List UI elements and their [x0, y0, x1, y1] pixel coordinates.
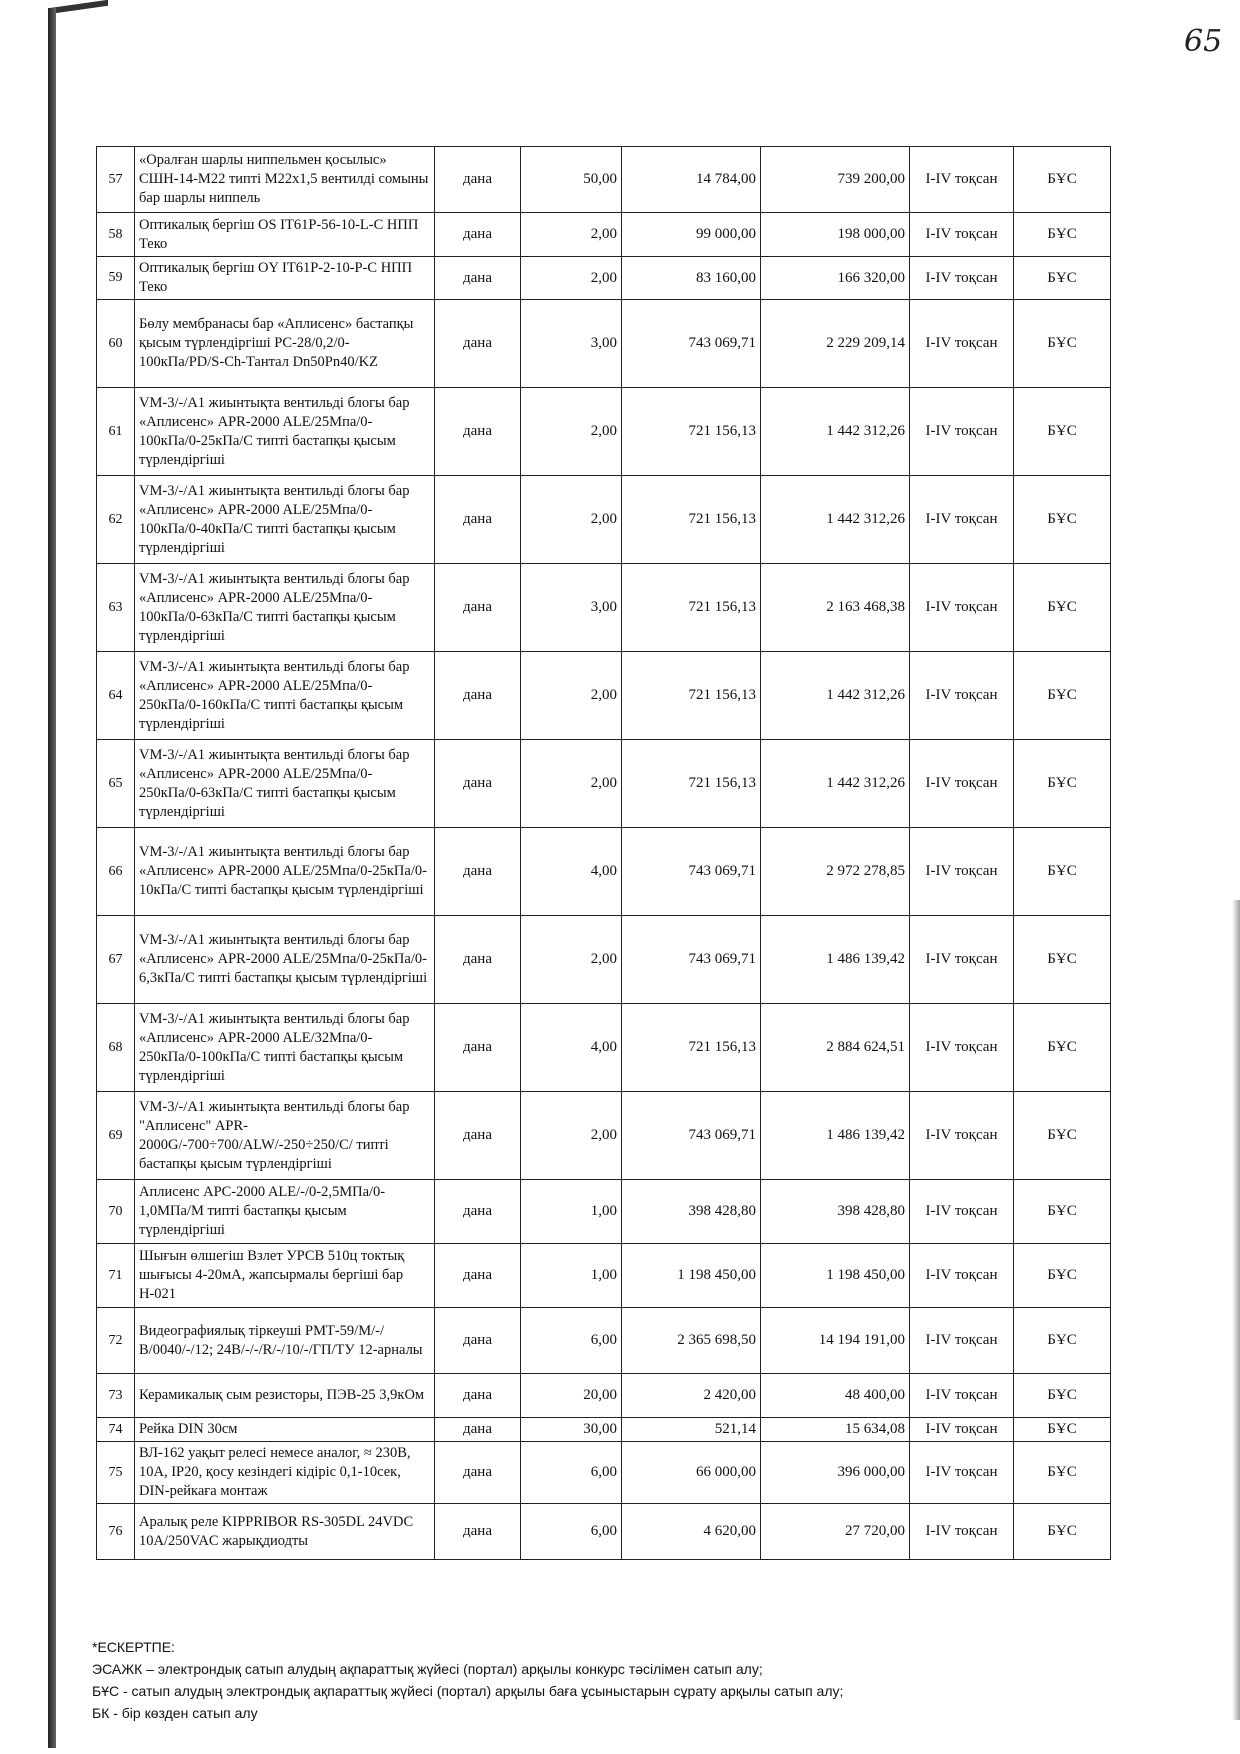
quantity-cell: 20,00	[521, 1374, 622, 1418]
method-cell: БҰС	[1014, 916, 1111, 1004]
quantity-cell: 2,00	[521, 476, 622, 564]
row-number: 58	[97, 213, 135, 257]
method-cell: БҰС	[1014, 1092, 1111, 1180]
period-cell: І-ІV тоқсан	[910, 1308, 1014, 1374]
item-name: Шығын өлшегіш Взлет УРСВ 510ц токтық шығысы 4-20мА, жапсырмалы бергіші бар Н-021	[135, 1244, 435, 1308]
note-line-esazhk: ЭСАЖК – электрондық сатып алудың ақпараттық жүйесі (портал) арқылы конкурс тәсілімен сатып алу;	[92, 1661, 763, 1677]
total-sum-cell: 1 486 139,42	[761, 1092, 910, 1180]
quantity-cell: 2,00	[521, 740, 622, 828]
period-cell: І-ІV тоқсан	[910, 1004, 1014, 1092]
total-sum-cell: 1 486 139,42	[761, 916, 910, 1004]
note-line-bk: БК - бір көзден сатып алу	[92, 1705, 258, 1721]
table-row	[97, 388, 1111, 476]
row-number: 64	[97, 652, 135, 740]
total-sum-cell: 739 200,00	[761, 147, 910, 213]
row-number: 66	[97, 828, 135, 916]
period-cell: І-ІV тоқсан	[910, 1092, 1014, 1180]
period-cell: І-ІV тоқсан	[910, 1180, 1014, 1244]
period-cell: І-ІV тоқсан	[910, 1374, 1014, 1418]
unit-price-cell: 2 420,00	[622, 1374, 761, 1418]
item-name: Бөлу мембранасы бар «Аплисенс» бастапқы қысым түрлендіргіші PC-28/0,2/0-100кПа/PD/S-Ch-Тантал Dn50Pn40/KZ	[135, 300, 435, 388]
item-name: VM-3/-/A1 жиынтықта вентильді блогы бар «Аплисенс» APR-2000 ALE/25Мпа/0-100кПа/0-63кПа/С типті бастапқы қысым түрлендіргіші	[135, 564, 435, 652]
item-name: Аплисенс APC-2000 ALE/-/0-2,5МПа/0-1,0МПа/М типті бастапқы қысым түрлендіргіші	[135, 1180, 435, 1244]
row-number: 73	[97, 1374, 135, 1418]
table-row	[97, 1504, 1111, 1560]
row-number: 68	[97, 1004, 135, 1092]
method-cell: БҰС	[1014, 1442, 1111, 1504]
quantity-cell: 50,00	[521, 147, 622, 213]
table-row	[97, 652, 1111, 740]
table-row	[97, 1244, 1111, 1308]
row-number: 57	[97, 147, 135, 213]
total-sum-cell: 1 442 312,26	[761, 740, 910, 828]
period-cell: І-ІV тоқсан	[910, 257, 1014, 300]
row-number: 61	[97, 388, 135, 476]
unit-cell: дана	[435, 147, 521, 213]
item-name: VM-3/-/A1 жиынтықта вентильді блогы бар "Аплисенс" APR-2000G/-700÷700/ALW/-250÷250/C/ типті бастапқы қысым түрлендіргіші	[135, 1092, 435, 1180]
unit-price-cell: 14 784,00	[622, 147, 761, 213]
table-row	[97, 1374, 1111, 1418]
item-name: VM-3/-/A1 жиынтықта вентильді блогы бар «Аплисенс» APR-2000 ALE/25Мпа/0-25кПа/0-10кПа/С типті бастапқы қысым түрлендіргіші	[135, 828, 435, 916]
quantity-cell: 2,00	[521, 652, 622, 740]
unit-cell: дана	[435, 388, 521, 476]
item-name: ВЛ-162 уақыт релесі немесе аналог, ≈ 230В, 10А, IP20, қосу кезіндегі кідіріс 0,1-10сек, DIN-рейкаға монтаж	[135, 1442, 435, 1504]
method-cell: БҰС	[1014, 564, 1111, 652]
item-name: Оптикалық бергіш OS IT61P-56-10-L-C НПП Теко	[135, 213, 435, 257]
total-sum-cell: 15 634,08	[761, 1418, 910, 1442]
table-body	[97, 147, 1111, 1560]
unit-price-cell: 4 620,00	[622, 1504, 761, 1560]
quantity-cell: 3,00	[521, 564, 622, 652]
notes-block	[92, 1636, 1152, 1724]
row-number: 71	[97, 1244, 135, 1308]
period-cell: І-ІV тоқсан	[910, 652, 1014, 740]
method-cell: БҰС	[1014, 652, 1111, 740]
table-row	[97, 1004, 1111, 1092]
unit-price-cell: 721 156,13	[622, 740, 761, 828]
table-row	[97, 916, 1111, 1004]
item-name: Аралық реле KIPPRIBOR RS-305DL 24VDC 10A/250VAC жарықдиодты	[135, 1504, 435, 1560]
period-cell: І-ІV тоқсан	[910, 147, 1014, 213]
total-sum-cell: 166 320,00	[761, 257, 910, 300]
total-sum-cell: 198 000,00	[761, 213, 910, 257]
total-sum-cell: 396 000,00	[761, 1442, 910, 1504]
item-name: VM-3/-/A1 жиынтықта вентильді блогы бар «Аплисенс» APR-2000 ALE/32Мпа/0-250кПа/0-100кПа/С типті бастапқы қысым түрлендіргіші	[135, 1004, 435, 1092]
quantity-cell: 6,00	[521, 1504, 622, 1560]
notes-title: *ЕСКЕРТПЕ:	[92, 1639, 175, 1655]
unit-cell: дана	[435, 213, 521, 257]
unit-price-cell: 721 156,13	[622, 564, 761, 652]
total-sum-cell: 2 972 278,85	[761, 828, 910, 916]
unit-cell: дана	[435, 1004, 521, 1092]
method-cell: БҰС	[1014, 213, 1111, 257]
period-cell: І-ІV тоқсан	[910, 213, 1014, 257]
table-row	[97, 564, 1111, 652]
unit-price-cell: 743 069,71	[622, 1092, 761, 1180]
item-name: VM-3/-/A1 жиынтықта вентильді блогы бар «Аплисенс» APR-2000 ALE/25Мпа/0-250кПа/0-160кПа/С типті бастапқы қысым түрлендіргіші	[135, 652, 435, 740]
total-sum-cell: 398 428,80	[761, 1180, 910, 1244]
period-cell: І-ІV тоқсан	[910, 1244, 1014, 1308]
unit-cell: дана	[435, 1092, 521, 1180]
quantity-cell: 2,00	[521, 388, 622, 476]
period-cell: І-ІV тоқсан	[910, 300, 1014, 388]
row-number: 60	[97, 300, 135, 388]
unit-price-cell: 99 000,00	[622, 213, 761, 257]
unit-cell: дана	[435, 1308, 521, 1374]
row-number: 72	[97, 1308, 135, 1374]
method-cell: БҰС	[1014, 1308, 1111, 1374]
quantity-cell: 1,00	[521, 1244, 622, 1308]
row-number: 69	[97, 1092, 135, 1180]
total-sum-cell: 2 229 209,14	[761, 300, 910, 388]
note-line-bus: БҰС - сатып алудың электрондық ақпараттық жүйесі (портал) арқылы баға ұсыныстарын сұрату арқылы сатып алу;	[92, 1683, 844, 1699]
quantity-cell: 2,00	[521, 257, 622, 300]
table-row	[97, 213, 1111, 257]
row-number: 63	[97, 564, 135, 652]
quantity-cell: 2,00	[521, 1092, 622, 1180]
unit-cell: дана	[435, 828, 521, 916]
unit-cell: дана	[435, 476, 521, 564]
unit-cell: дана	[435, 916, 521, 1004]
table-row	[97, 147, 1111, 213]
quantity-cell: 3,00	[521, 300, 622, 388]
period-cell: І-ІV тоқсан	[910, 1418, 1014, 1442]
unit-price-cell: 1 198 450,00	[622, 1244, 761, 1308]
method-cell: БҰС	[1014, 300, 1111, 388]
quantity-cell: 4,00	[521, 1004, 622, 1092]
row-number: 67	[97, 916, 135, 1004]
unit-price-cell: 66 000,00	[622, 1442, 761, 1504]
unit-cell: дана	[435, 257, 521, 300]
method-cell: БҰС	[1014, 476, 1111, 564]
quantity-cell: 6,00	[521, 1442, 622, 1504]
table-row	[97, 257, 1111, 300]
method-cell: БҰС	[1014, 1374, 1111, 1418]
quantity-cell: 6,00	[521, 1308, 622, 1374]
total-sum-cell: 1 198 450,00	[761, 1244, 910, 1308]
item-name: Видеографиялық тіркеуші РМТ-59/М/-/В/0040/-/12; 24В/-/-/R/-/10/-/ГП/ТУ 12-арналы	[135, 1308, 435, 1374]
scan-corner-mark	[48, 0, 108, 28]
method-cell: БҰС	[1014, 1418, 1111, 1442]
method-cell: БҰС	[1014, 257, 1111, 300]
unit-cell: дана	[435, 1180, 521, 1244]
total-sum-cell: 2 163 468,38	[761, 564, 910, 652]
period-cell: І-ІV тоқсан	[910, 740, 1014, 828]
item-name: Рейка DIN 30см	[135, 1418, 435, 1442]
unit-price-cell: 743 069,71	[622, 916, 761, 1004]
row-number: 74	[97, 1418, 135, 1442]
row-number: 65	[97, 740, 135, 828]
unit-cell: дана	[435, 564, 521, 652]
table-row	[97, 1180, 1111, 1244]
total-sum-cell: 2 884 624,51	[761, 1004, 910, 1092]
unit-price-cell: 721 156,13	[622, 476, 761, 564]
period-cell: І-ІV тоқсан	[910, 1442, 1014, 1504]
total-sum-cell: 14 194 191,00	[761, 1308, 910, 1374]
method-cell: БҰС	[1014, 1004, 1111, 1092]
procurement-table	[96, 146, 1111, 1560]
item-name: «Оралған шарлы ниппельмен қосылыс» СШН-14-М22 типті М22х1,5 вентилді сомыны бар шарлы ниппель	[135, 147, 435, 213]
unit-cell: дана	[435, 1418, 521, 1442]
unit-cell: дана	[435, 1374, 521, 1418]
period-cell: І-ІV тоқсан	[910, 828, 1014, 916]
table-row	[97, 300, 1111, 388]
unit-cell: дана	[435, 300, 521, 388]
row-number: 62	[97, 476, 135, 564]
unit-cell: дана	[435, 1504, 521, 1560]
unit-price-cell: 398 428,80	[622, 1180, 761, 1244]
method-cell: БҰС	[1014, 828, 1111, 916]
method-cell: БҰС	[1014, 388, 1111, 476]
unit-cell: дана	[435, 1244, 521, 1308]
row-number: 75	[97, 1442, 135, 1504]
unit-price-cell: 743 069,71	[622, 828, 761, 916]
table-row	[97, 1418, 1111, 1442]
period-cell: І-ІV тоқсан	[910, 388, 1014, 476]
table-row	[97, 1092, 1111, 1180]
item-name: VM-3/-/A1 жиынтықта вентильді блогы бар «Аплисенс» APR-2000 ALE/25Мпа/0-25кПа/0-6,3кПа/С типті бастапқы қысым түрлендіргіші	[135, 916, 435, 1004]
quantity-cell: 4,00	[521, 828, 622, 916]
item-name: Оптикалық бергіш OY IT61P-2-10-P-C НПП Теко	[135, 257, 435, 300]
table-row	[97, 828, 1111, 916]
total-sum-cell: 1 442 312,26	[761, 652, 910, 740]
table-row	[97, 1308, 1111, 1374]
method-cell: БҰС	[1014, 1180, 1111, 1244]
page-number: 65	[1184, 24, 1223, 59]
unit-cell: дана	[435, 740, 521, 828]
unit-price-cell: 721 156,13	[622, 388, 761, 476]
scan-left-edge	[48, 8, 56, 1748]
item-name: VM-3/-/A1 жиынтықта вентильді блогы бар «Аплисенс» APR-2000 ALE/25Мпа/0-250кПа/0-63кПа/С типті бастапқы қысым түрлендіргіші	[135, 740, 435, 828]
period-cell: І-ІV тоқсан	[910, 476, 1014, 564]
total-sum-cell: 1 442 312,26	[761, 476, 910, 564]
period-cell: І-ІV тоқсан	[910, 564, 1014, 652]
period-cell: І-ІV тоқсан	[910, 916, 1014, 1004]
method-cell: БҰС	[1014, 1504, 1111, 1560]
method-cell: БҰС	[1014, 1244, 1111, 1308]
method-cell: БҰС	[1014, 740, 1111, 828]
item-name: VM-3/-/A1 жиынтықта вентильді блогы бар «Аплисенс» APR-2000 ALE/25Мпа/0-100кПа/0-40кПа/С типті бастапқы қысым түрлендіргіші	[135, 476, 435, 564]
unit-price-cell: 743 069,71	[622, 300, 761, 388]
total-sum-cell: 1 442 312,26	[761, 388, 910, 476]
unit-cell: дана	[435, 652, 521, 740]
table-row	[97, 1442, 1111, 1504]
item-name: VM-3/-/A1 жиынтықта вентильді блогы бар «Аплисенс» APR-2000 ALE/25Мпа/0-100кПа/0-25кПа/С типті бастапқы қысым түрлендіргіші	[135, 388, 435, 476]
method-cell: БҰС	[1014, 147, 1111, 213]
period-cell: І-ІV тоқсан	[910, 1504, 1014, 1560]
scan-right-shadow	[1232, 900, 1240, 1720]
unit-price-cell: 2 365 698,50	[622, 1308, 761, 1374]
quantity-cell: 1,00	[521, 1180, 622, 1244]
total-sum-cell: 48 400,00	[761, 1374, 910, 1418]
unit-price-cell: 521,14	[622, 1418, 761, 1442]
quantity-cell: 30,00	[521, 1418, 622, 1442]
row-number: 70	[97, 1180, 135, 1244]
quantity-cell: 2,00	[521, 916, 622, 1004]
unit-price-cell: 83 160,00	[622, 257, 761, 300]
table-row	[97, 740, 1111, 828]
unit-cell: дана	[435, 1442, 521, 1504]
total-sum-cell: 27 720,00	[761, 1504, 910, 1560]
table-row	[97, 476, 1111, 564]
row-number: 59	[97, 257, 135, 300]
unit-price-cell: 721 156,13	[622, 652, 761, 740]
row-number: 76	[97, 1504, 135, 1560]
item-name: Керамикалық сым резисторы, ПЭВ-25 3,9кОм	[135, 1374, 435, 1418]
quantity-cell: 2,00	[521, 213, 622, 257]
unit-price-cell: 721 156,13	[622, 1004, 761, 1092]
